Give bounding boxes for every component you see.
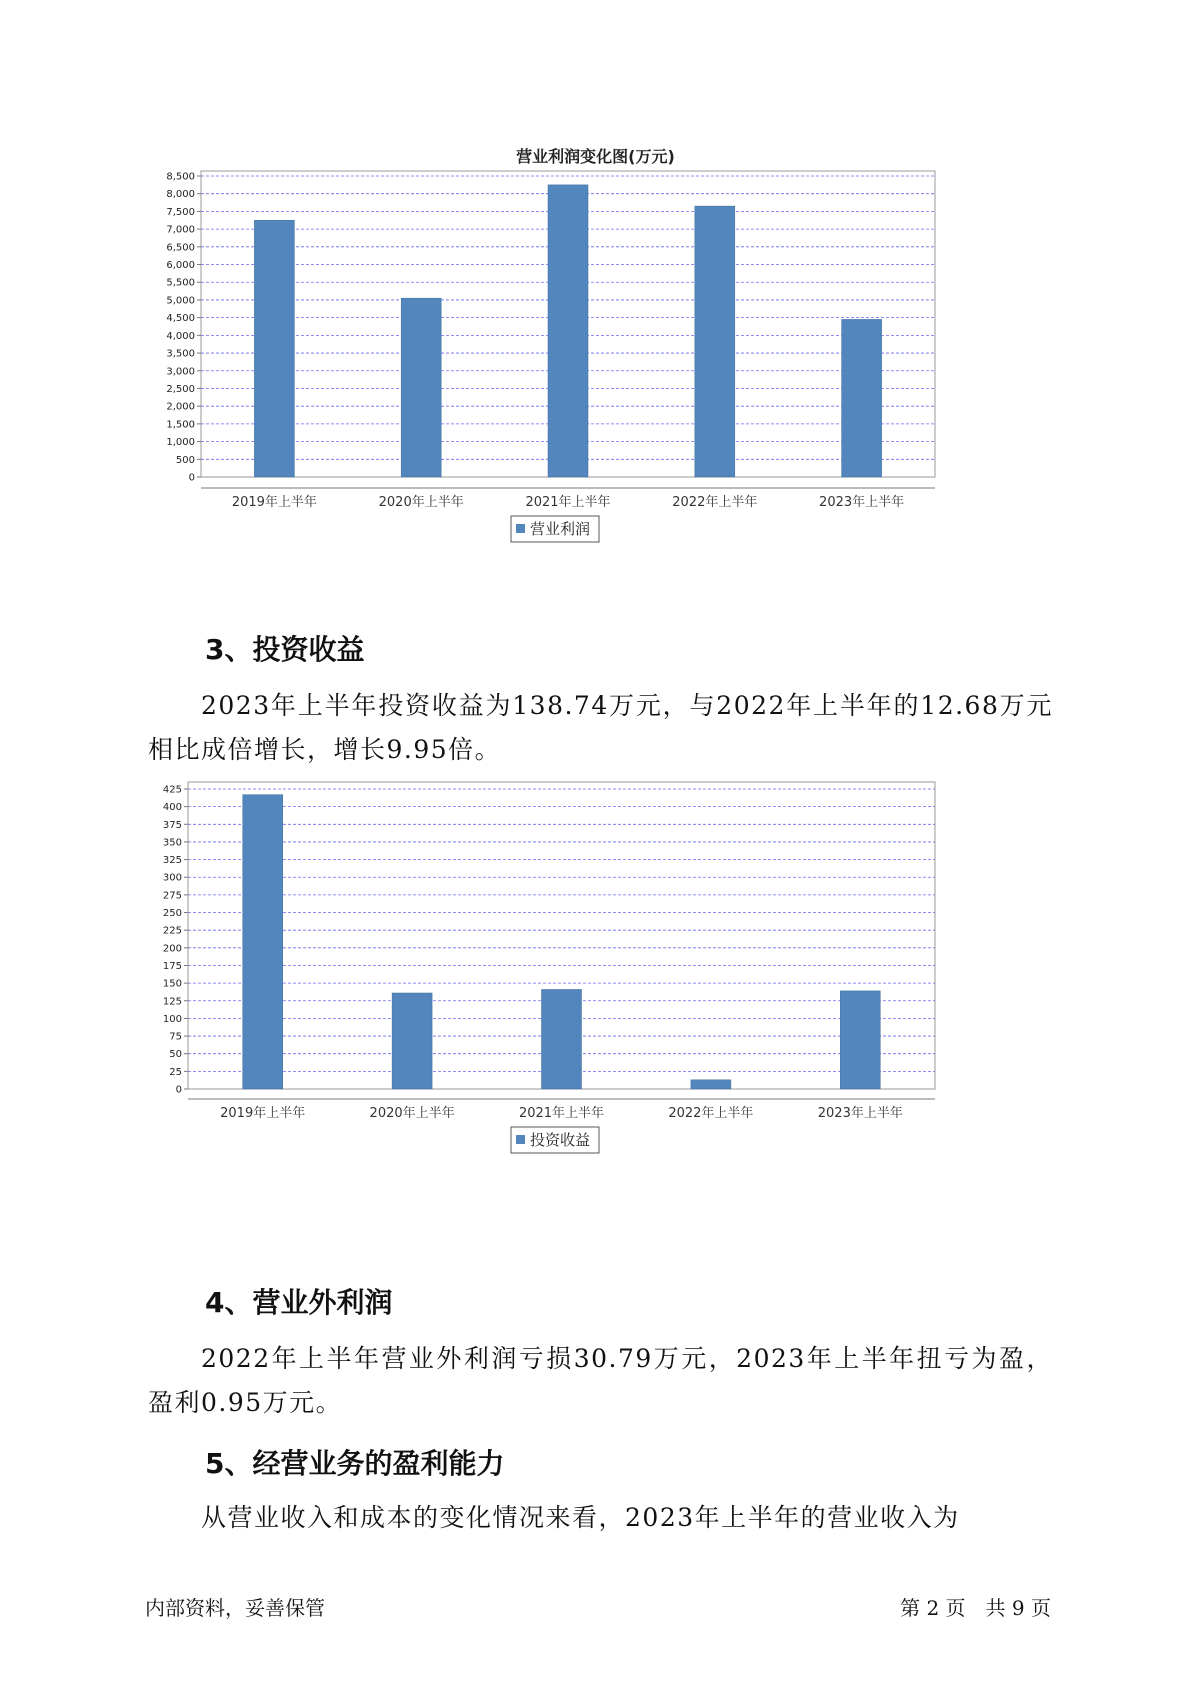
section-5-heading: 5、经营业务的盈利能力 xyxy=(205,1447,505,1480)
bar-2023年上半年 xyxy=(840,991,880,1089)
y-tick-label: 250 xyxy=(162,908,182,920)
x-category-label: 2019年上半年 xyxy=(231,495,317,510)
y-tick-label: 275 xyxy=(162,890,182,902)
x-category-label: 2022年上半年 xyxy=(672,495,758,510)
y-tick-label: 2,000 xyxy=(166,401,195,413)
y-tick-label: 4,000 xyxy=(166,330,195,342)
y-tick-label: 75 xyxy=(169,1031,182,1043)
y-tick-label: 350 xyxy=(162,837,182,849)
x-category-label: 2023年上半年 xyxy=(817,1106,903,1121)
y-tick-label: 225 xyxy=(162,925,182,937)
y-tick-label: 5,500 xyxy=(166,277,195,289)
y-tick-label: 8,000 xyxy=(166,189,195,201)
footer-left: 内部资料，妥善保管 xyxy=(145,1596,325,1620)
y-tick-label: 1,500 xyxy=(166,419,195,431)
x-category-label: 2020年上半年 xyxy=(369,1106,455,1121)
y-tick-label: 6,500 xyxy=(166,242,195,254)
bar-2020年上半年 xyxy=(392,993,432,1089)
y-tick-label: 3,000 xyxy=(166,366,195,378)
y-tick-label: 150 xyxy=(162,978,182,990)
y-tick-label: 7,000 xyxy=(166,224,195,236)
y-tick-label: 25 xyxy=(169,1066,182,1078)
x-category-label: 2023年上半年 xyxy=(819,495,905,510)
legend-label: 投资收益 xyxy=(530,1131,591,1149)
chart1-title: 营业利润变化图(万元) xyxy=(516,147,675,166)
y-tick-label: 300 xyxy=(162,872,182,884)
y-tick-label: 50 xyxy=(169,1049,182,1061)
y-tick-label: 100 xyxy=(162,1013,182,1025)
y-tick-label: 0 xyxy=(175,1084,182,1096)
x-category-label: 2022年上半年 xyxy=(668,1106,754,1121)
legend-label: 营业利润 xyxy=(530,520,591,538)
footer-page-number: 第 2 页 共 9 页 xyxy=(900,1596,1051,1620)
section-4-paragraph: 2022年上半年营业外利润亏损30.79万元，2023年上半年扭亏为盈，盈利0.95万元。 xyxy=(148,1344,1053,1417)
y-tick-label: 4,500 xyxy=(166,313,195,325)
y-tick-label: 7,500 xyxy=(166,206,195,218)
bar-2022年上半年 xyxy=(691,1080,731,1089)
y-tick-label: 375 xyxy=(162,819,182,831)
section-5-paragraph: 从营业收入和成本的变化情况来看，2023年上半年的营业收入为 xyxy=(201,1503,960,1532)
y-tick-label: 425 xyxy=(162,784,182,796)
section-3-heading: 3、投资收益 xyxy=(205,633,365,666)
x-category-label: 2021年上半年 xyxy=(525,495,611,510)
legend-swatch xyxy=(516,1135,525,1144)
y-tick-label: 6,000 xyxy=(166,260,195,272)
y-tick-label: 200 xyxy=(162,943,182,955)
y-tick-label: 500 xyxy=(175,454,195,466)
y-tick-label: 325 xyxy=(162,855,182,867)
x-category-label: 2020年上半年 xyxy=(378,495,464,510)
x-category-label: 2021年上半年 xyxy=(518,1106,605,1121)
y-tick-label: 400 xyxy=(162,802,182,814)
bar-2019年上半年 xyxy=(243,795,283,1089)
section-4-heading: 4、营业外利润 xyxy=(205,1286,393,1319)
bar-2021年上半年 xyxy=(542,989,582,1089)
x-category-label: 2019年上半年 xyxy=(220,1106,306,1121)
y-tick-label: 8,500 xyxy=(166,171,195,183)
y-tick-label: 2,500 xyxy=(166,383,195,395)
y-tick-label: 125 xyxy=(162,996,182,1008)
section-3-paragraph: 2023年上半年投资收益为138.74万元，与2022年上半年的12.68万元相比成倍增长，增长9.95倍。 xyxy=(148,691,1053,764)
y-tick-label: 175 xyxy=(162,960,182,972)
y-tick-label: 3,500 xyxy=(166,348,195,360)
y-tick-label: 5,000 xyxy=(166,295,195,307)
y-tick-label: 1,000 xyxy=(166,437,195,449)
y-tick-label: 0 xyxy=(188,472,195,484)
